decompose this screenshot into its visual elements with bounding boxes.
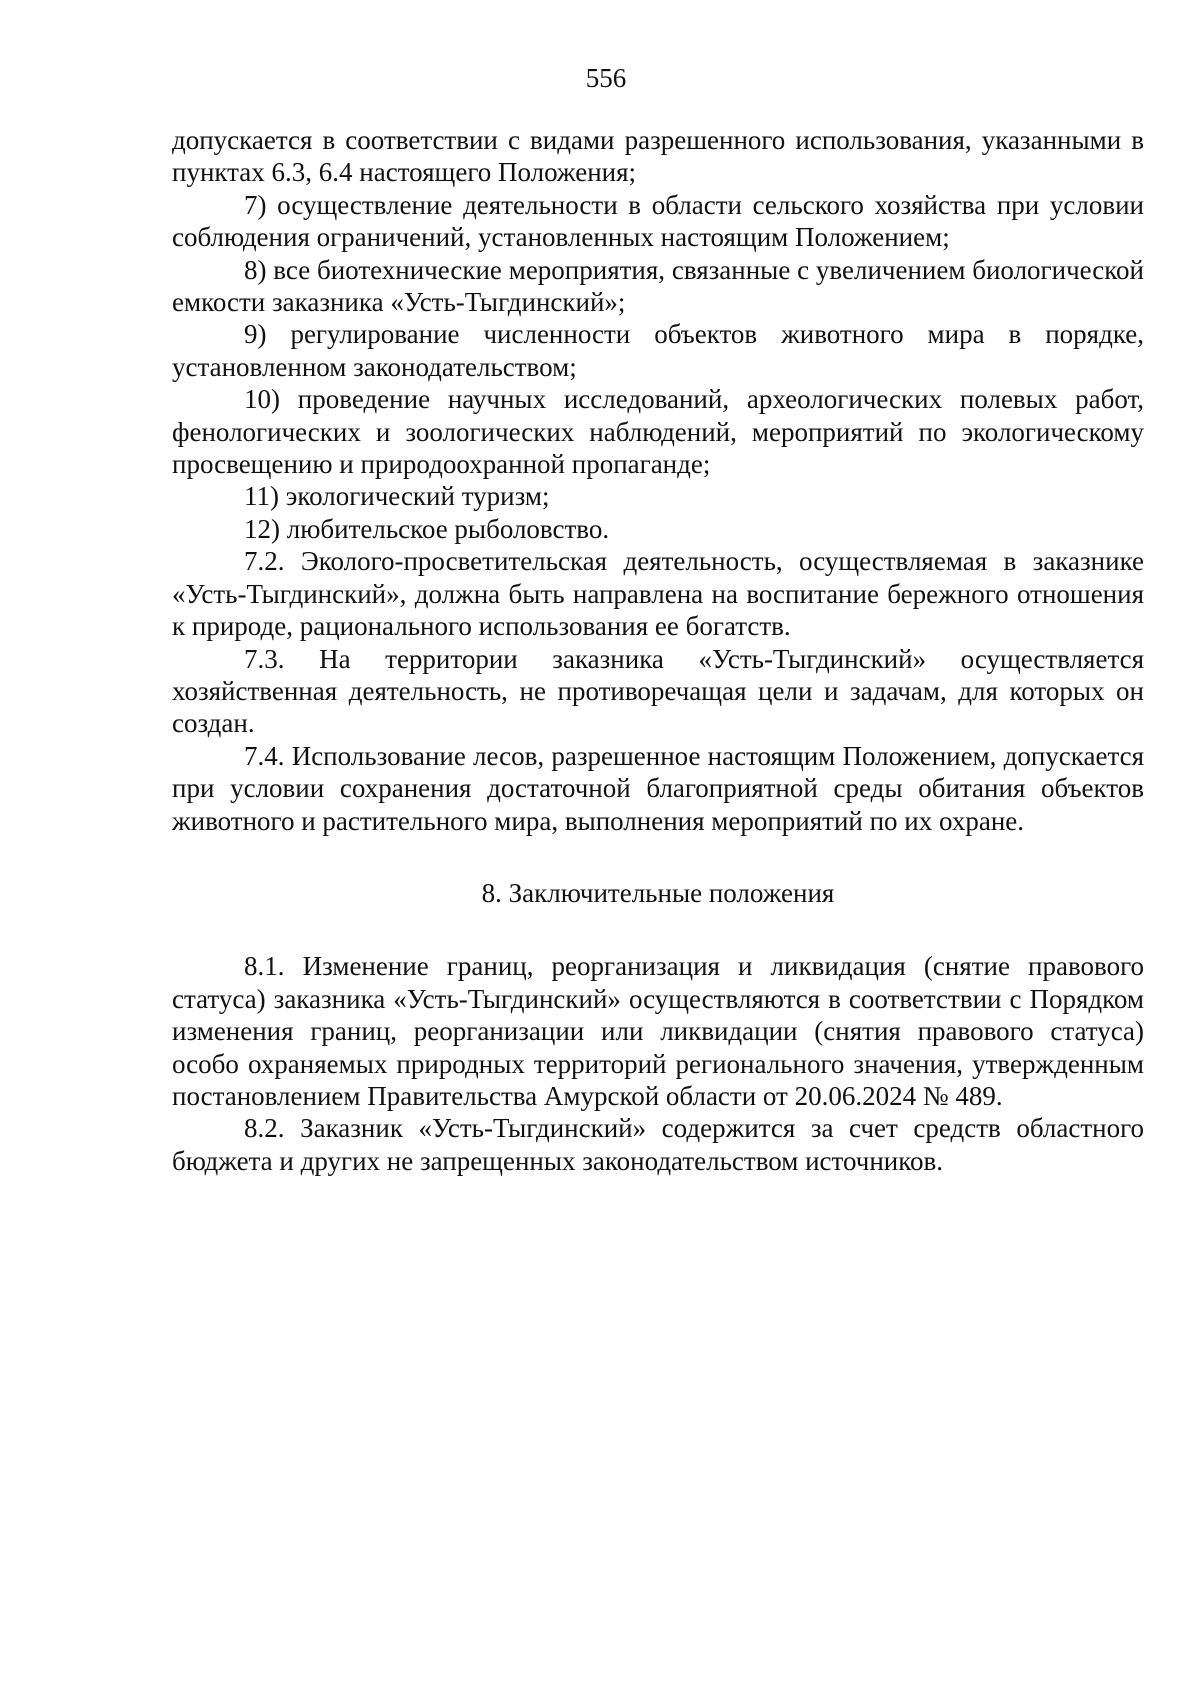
list-item-9: 9) регулирование численности объектов животного мира в порядке, установленном законодательством; (172, 319, 1144, 382)
list-item-10: 10) проведение научных исследований, археологических полевых работ, фенологических и зоологических наблюдений, мероприятий по экологическому просвещению и природоохранной пропаганде; (172, 384, 1144, 480)
section-heading: 8. Заключительные положения (481, 877, 835, 908)
clause-8-2: 8.2. Заказник «Усть-Тыгдинский» содержится за счет средств областного бюджета и других не запрещенных законодательством источников. (172, 1113, 1144, 1176)
list-item-8: 8) все биотехнические мероприятия, связанные с увеличением биологической емкости заказника «Усть-Тыгдинский»; (172, 254, 1144, 318)
page-number: 556 (585, 63, 627, 93)
list-item-11: 11) экологический туризм; (244, 481, 550, 512)
list-item-7: 7) осуществление деятельности в области сельского хозяйства при условии соблюдения ограничений, установленных настоящим Положением; (172, 189, 1144, 253)
clause-7-2: 7.2. Эколого-просветительская деятельность, осуществляемая в заказнике «Усть-Тыгдинский», должна быть направлена на воспитание бережного отношения к природе, рационального использования ее богатств. (172, 546, 1144, 642)
clause-8-1: 8.1. Изменение границ, реорганизация и ликвидация (снятие правового статуса) заказника «Усть-Тыгдинский» осуществляются в соответствии с Порядком изменения границ, реорганизации или ликвидации (снятия правового статуса) особо охраняемых природных территорий регионального значения, утвержденным постановлением Правительства Амурской области от 20.06.2024 № 489. (172, 951, 1144, 1111)
document-body (172, 124, 1144, 1177)
list-item-12: 12) любительское рыболовство. (244, 513, 610, 544)
clause-7-4: 7.4. Использование лесов, разрешенное настоящим Положением, допускается при условии сохранения достаточной благоприятной среды обитания объектов животного и растительного мира, выполнения мероприятий по их охране. (172, 740, 1144, 836)
paragraph-continuation: допускается в соответствии с видами разрешенного использования, указанными в пунктах 6.3, 6.4 настоящего Положения; (172, 125, 1144, 188)
clause-7-3: 7.3. На территории заказника «Усть-Тыгдинский» осуществляется хозяйственная деятельность, не противоречащая цели и задачам, для которых он создан. (172, 643, 1144, 739)
